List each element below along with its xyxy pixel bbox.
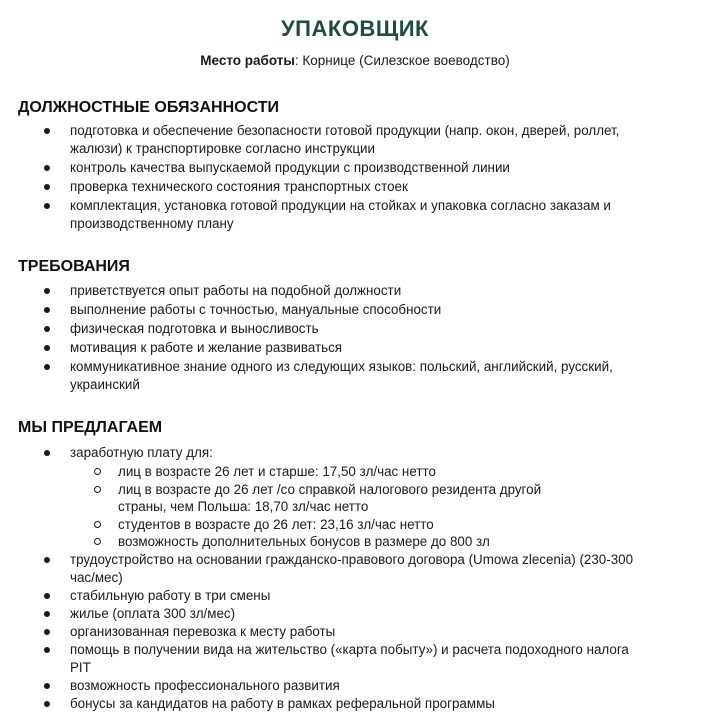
list-item: коммуникативное знание одного из следующих языков: польский, английский, русский, украинский [0,358,700,394]
duties-list [0,122,700,234]
list-item: физическая подготовка и выносливость [0,320,700,338]
list-item: организованная перевозка к месту работы [0,623,700,641]
work-location-label: Место работы [200,53,295,68]
offer-list [0,444,700,713]
page-title: УПАКОВЩИК [281,16,429,41]
requirements-list [0,282,700,395]
list-item: подготовка и обеспечение безопасности готовой продукции (напр. окон, дверей, роллет, жалюзи) к транспортировке согласно инструкции [0,122,700,158]
list-item: жилье (оплата 300 зл/мес) [0,605,700,623]
list-item: возможность профессионального развития [0,677,700,695]
salary-sublist [70,463,640,551]
duties-heading: ДОЛЖНОСТНЫЕ ОБЯЗАННОСТИ [18,99,280,116]
work-location [0,53,710,68]
list-item: проверка технического состояния транспортных стоек [0,178,700,196]
list-item: приветствуется опыт работы на подобной должности [0,282,700,300]
requirements-heading: ТРЕБОВАНИЯ [18,258,130,275]
list-item: контроль качества выпускаемой продукции с производственной линии [0,159,700,177]
work-location-value: : Корнице (Силезское воеводство) [294,53,510,68]
list-item: комплектация, установка готовой продукции на стойках и упаковка согласно заказам и производственному плану [0,197,700,233]
list-item: помощь в получении вида на жительство («карта побыту») и расчета подоходного налога PIT [0,641,700,677]
list-item: мотивация к работе и желание развиваться [0,339,700,357]
sublist-item: возможность дополнительных бонусов в размере до 800 зл [70,533,640,551]
offer-heading: МЫ ПРЕДЛАГАЕМ [18,419,163,436]
list-item: бонусы за кандидатов на работу в рамках реферальной программы [0,695,700,713]
sublist-item: лиц в возрасте 26 лет и старше: 17,50 зл/час нетто [70,463,640,481]
sublist-item: студентов в возрасте до 26 лет: 23,16 зл/час нетто [70,516,640,534]
sublist-item: лиц в возрасте до 26 лет /со справкой налогового резидента другой страны, чем Польша: 18,70 зл/час нетто [70,481,640,516]
list-item: трудоустройство на основании гражданско-правового договора (Umowa zlecenia) (230-300 час/мес) [0,551,700,587]
salary-intro: заработную плату для: [70,445,213,460]
list-item: стабильную работу в три смены [0,587,700,605]
list-item-salary [0,444,700,551]
list-item: выполнение работы с точностью, мануальные способности [0,301,700,319]
